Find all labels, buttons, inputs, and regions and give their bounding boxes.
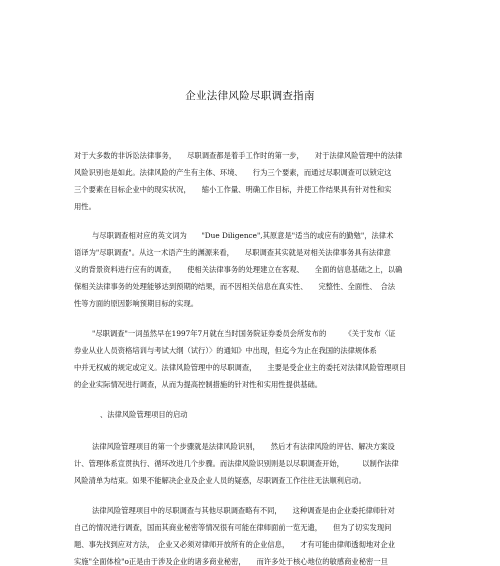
text-line: 对于大多数的非诉讼法律事务， 尽职调查都是着手工作时的第一步， 对于法律风险管理中的法律 [74, 151, 403, 160]
text-line: 的企业实际情况进行调查，从而为提高控制措施的针对性和实用性提供基础。 [74, 380, 323, 389]
text-line: 题、事先找到应对方法， 企业又必须对律师开放所有的企业信息， 才有可能由律师透彻地对企业 [74, 540, 396, 549]
text-line: 性等方面的原因影响预期目标的实现。 [74, 299, 199, 308]
text-line: 实施"全面体检"o正是由于涉及企业的诸多商业秘密， 而许多处于核心地位的敏感商业秘密一旦 [74, 557, 388, 566]
text-line: 与尽职调查相对应的英文词为 "Due Diligence",其原意是"适当的或应有的勤勉"，法律术 [92, 231, 394, 240]
text-line: 用性。 [74, 202, 96, 211]
text-line: 风险识别也是如此。法律风险的产生有主体、环境、 行为三个要素，而通过尽职调查可以锁定这 [74, 168, 392, 177]
text-line: 法律风险管理项目的第一个步骤就是法律风险识别， 然后才有法律风险的评估、解决方案设 [92, 442, 395, 451]
document-title: 企业法律风险尽职调查指南 [185, 90, 315, 102]
text-line: 法律风险管理项目中的尽职调查与其他尽职调查略有不同， 这种调查是由企业委托律师针对 [92, 506, 395, 515]
text-line: "尽职调查"一词虽然早在1997年7月就在当时国务院证券委员会所发布的 《关于发布〈证 [92, 329, 396, 338]
section-heading: 、法律风险管理项目的启动 [100, 410, 188, 419]
text-line: 券业从业人员资格培训与考试大纲（试行）〉的通知》中出现，但迄今为止在我国的法律规体系 [74, 346, 377, 355]
text-line: 中并无权威的规定或定义。法律风险管理中的尽职调查， 主要是受企业主的委托对法律风险管理项目 [74, 363, 407, 372]
text-line: 义的背景资料进行应有的调查， 使相关法律事务的处理建立在客观、 全面的信息基础之上，以确 [74, 265, 403, 274]
text-line: 语译为"尽职调查"。从这一术语产生的渊源来看， 尽职调查其实就是对相关法律事务具有法律意 [74, 248, 391, 257]
text-line: 风险清单为结束。如果不能解决企业及企业人员的疑惑，尽职调查工作往往无法顺利启动。 [74, 476, 366, 485]
text-line: 三个要素在目标企业中的现实状况， 缩小工作量、明确工作目标，并使工作结果具有针对性和实 [74, 185, 392, 194]
text-line: 自己的情况进行调查，国而其商业秘密等情况很有可能在律师面前一览无遗， 但为了切实发现问 [74, 523, 392, 532]
text-line: 计、管理体系宣贯执行、循环改进几个步骤。而法律风险识别则是以尽职调查开始， 以制作法律 [74, 459, 399, 468]
text-line: 保相关法律事务的处理能够达到预期的结果，而不因相关信息在真实性、 完整性、全面性、 合法 [74, 282, 396, 291]
